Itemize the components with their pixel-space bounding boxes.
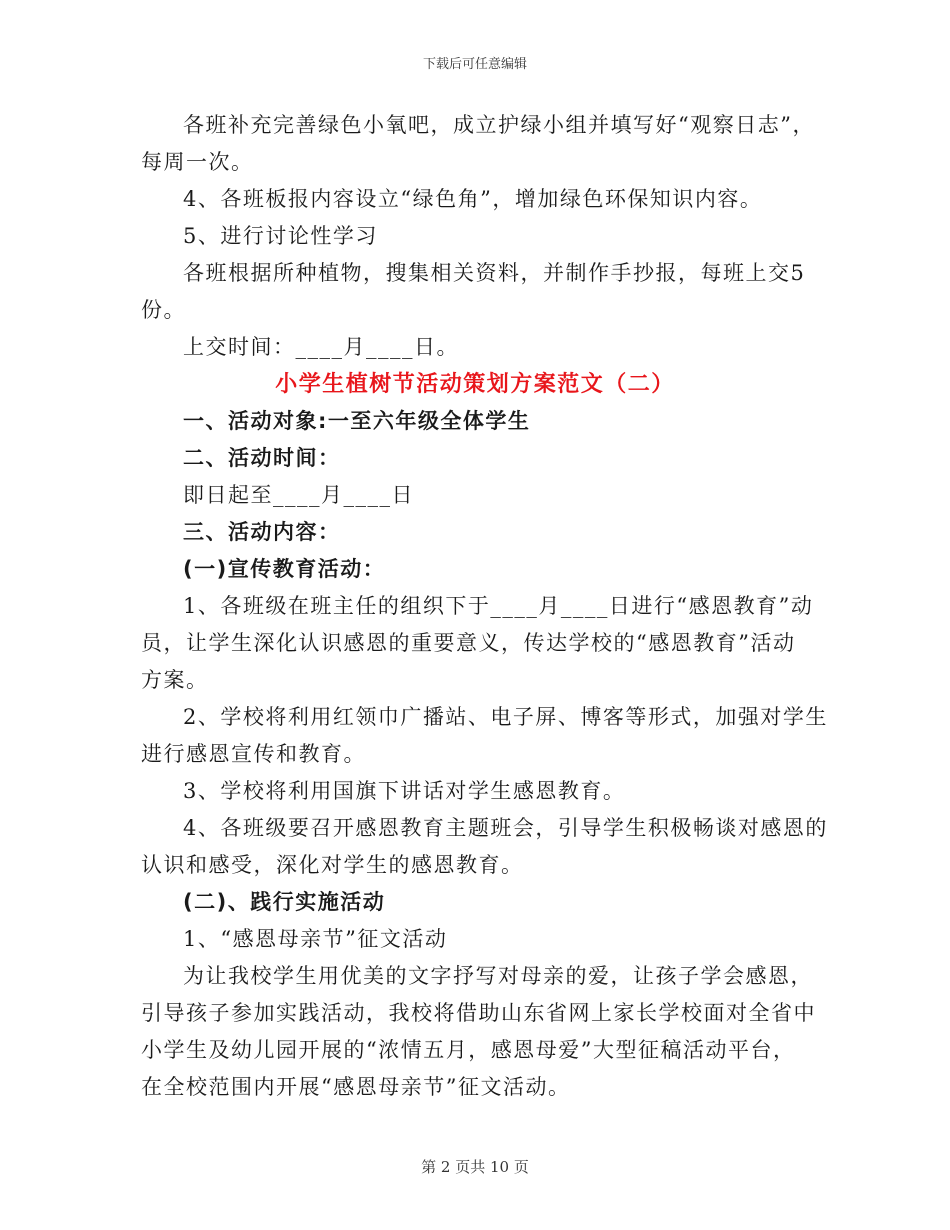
paragraph-line: 即日起至____月____日 xyxy=(183,483,414,507)
paragraph-line: 3、学校将利用国旗下讲话对学生感恩教育。 xyxy=(183,779,626,803)
paragraph-line: 员，让学生深化认识感恩的重要意义，传达学校的“感恩教育”活动 xyxy=(141,631,796,655)
heading: 三、活动内容： xyxy=(183,520,341,544)
paragraph-line: 在全校范围内开展“感恩母亲节”征文活动。 xyxy=(141,1075,571,1099)
paragraph-line: 各班补充完善绿色小氧吧，成立护绿小组并填写好“观察日志”， xyxy=(183,113,815,137)
heading: 二、活动时间： xyxy=(183,446,341,470)
paragraph-line: 为让我校学生用优美的文字抒写对母亲的爱，让孩子学会感恩， xyxy=(183,964,813,988)
paragraph-line: 每周一次。 xyxy=(141,150,254,174)
paragraph-line: 方案。 xyxy=(141,668,209,692)
document-body xyxy=(141,107,828,1106)
section-title: 小学生植树节活动策划方案范文（二） xyxy=(275,372,675,397)
paragraph-line: 上交时间：____月____日。 xyxy=(183,335,459,359)
paragraph-line: 份。 xyxy=(141,298,186,322)
heading: 一、活动对象:一至六年级全体学生 xyxy=(183,409,531,433)
subheading: (一)宣传教育活动： xyxy=(183,557,386,581)
list-item: 5、进行讨论性学习 xyxy=(183,224,378,248)
paragraph-line: 进行感恩宣传和教育。 xyxy=(141,742,366,766)
page-footer: 第 2 页共 10 页 xyxy=(421,1158,529,1176)
list-item: 1、“感恩母亲节”征文活动 xyxy=(183,927,448,951)
page-header: 下载后可任意编辑 xyxy=(422,57,527,72)
paragraph-line: 各班根据所种植物，搜集相关资料，并制作手抄报，每班上交5 xyxy=(183,261,806,285)
paragraph-line: 4、各班级要召开感恩教育主题班会，引导学生积极畅谈对感恩的 xyxy=(183,816,828,840)
subheading: (二)、践行实施活动 xyxy=(183,890,386,914)
paragraph-line: 2、学校将利用红领巾广播站、电子屏、博客等形式，加强对学生 xyxy=(183,705,828,729)
paragraph-line: 1、各班级在班主任的组织下于____月____日进行“感恩教育”动 xyxy=(183,594,814,618)
paragraph-line: 小学生及幼儿园开展的“浓情五月，感恩母爱”大型征稿活动平台， xyxy=(141,1038,796,1062)
list-item: 4、各班板报内容设立“绿色角”，增加绿色环保知识内容。 xyxy=(183,187,763,211)
paragraph-line: 认识和感受，深化对学生的感恩教育。 xyxy=(141,853,524,877)
paragraph-line: 引导孩子参加实践活动，我校将借助山东省网上家长学校面对全省中 xyxy=(141,1001,816,1025)
